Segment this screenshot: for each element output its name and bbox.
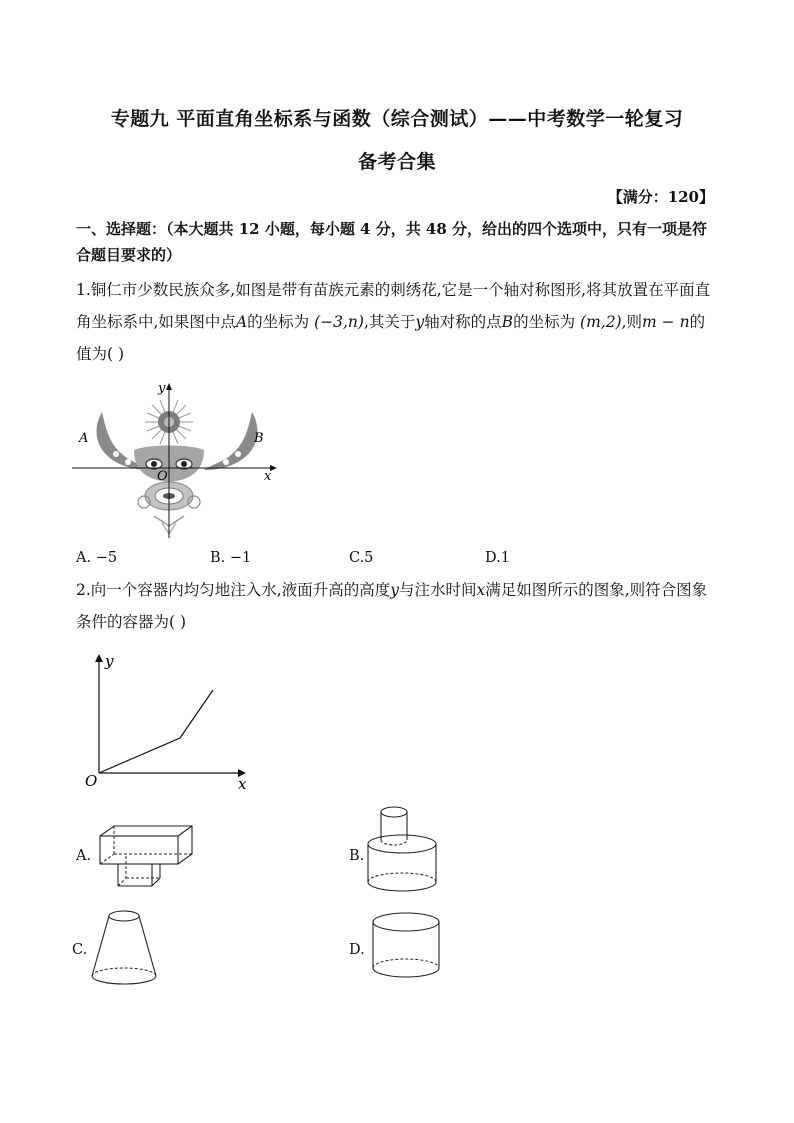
q1-text-part: 的值为( ) (76, 313, 706, 363)
q1-option-a[interactable]: A. −5 (76, 550, 118, 566)
q1-option-d[interactable]: D.1 (485, 550, 510, 566)
q2-option-a-label[interactable]: A. (76, 848, 92, 864)
q2-option-a-container[interactable] (96, 822, 196, 890)
full-score: 【满分：120】 (607, 188, 714, 206)
q2-option-d-container[interactable] (370, 910, 442, 982)
q1-fig-a-label: A (79, 431, 89, 446)
page-title-line2: 备考合集 (357, 151, 436, 173)
page-title-line1: 专题九 平面直角坐标系与函数（综合测试）——中考数学一轮复习 (110, 108, 684, 130)
q2-graph-line (99, 690, 213, 773)
q2-graph-figure (80, 646, 260, 796)
q1-coord-b: (m,2) (580, 313, 622, 331)
q2-text-part: 满足如图所示的图象,则符合图象条件的容器为( ) (76, 581, 708, 631)
q2-fig-x-label: x (238, 775, 247, 793)
q1-expression: m − n (642, 313, 690, 331)
q1-option-b[interactable]: B. −1 (210, 550, 252, 566)
section-heading: 一、选择题：（本大题共 12 小题，每小题 4 分，共 48 分，给出的四个选项中，只有一项是符合题目要求的） (76, 220, 708, 264)
q2-option-b-label[interactable]: B. (349, 848, 365, 864)
q1-text-part: 的坐标为 (247, 313, 310, 331)
q1-fig-y-label: y (158, 381, 166, 396)
q2-option-b-container[interactable] (366, 800, 446, 900)
q1-text-part: 的坐标为 (513, 313, 576, 331)
q1-text-part: ,其关于 (363, 313, 416, 331)
question-1-text (76, 274, 720, 370)
q2-option-d-label[interactable]: D. (349, 942, 365, 958)
q1-coord-a: (−3,n) (314, 313, 364, 331)
q1-axis-y: y (415, 313, 425, 331)
q1-fig-b-label: B (254, 431, 264, 446)
q1-embroidery-figure (72, 378, 282, 540)
q2-var-x: x (476, 581, 486, 599)
q1-fig-origin-label: O (157, 469, 168, 484)
q2-text-part: 与注水时间 (398, 581, 477, 599)
question-2-text (76, 574, 720, 638)
q2-var-y: y (390, 581, 399, 599)
q2-option-c-label[interactable]: C. (72, 942, 88, 958)
q1-text-part: 轴对称的点 (424, 313, 502, 331)
q2-fig-y-label: y (105, 652, 114, 670)
q1-point-a: A (235, 313, 248, 331)
q2-text-part: 2.向一个容器内均匀地注入水,液面升高的高度 (76, 581, 391, 599)
q2-option-c-container[interactable] (88, 906, 160, 988)
q1-point-b: B (501, 313, 514, 331)
q1-fig-x-label: x (264, 469, 272, 484)
q1-text-part: 1.铜仁市少数民族众多,如图是带有苗族元素的刺绣花,它是一个轴对称图形,将其放置在平面直角坐标系中,如果图中点 (76, 281, 711, 331)
q1-option-c[interactable]: C.5 (349, 550, 374, 566)
q2-fig-origin-label: O (85, 772, 98, 790)
q1-text-part: ,则 (621, 313, 643, 331)
